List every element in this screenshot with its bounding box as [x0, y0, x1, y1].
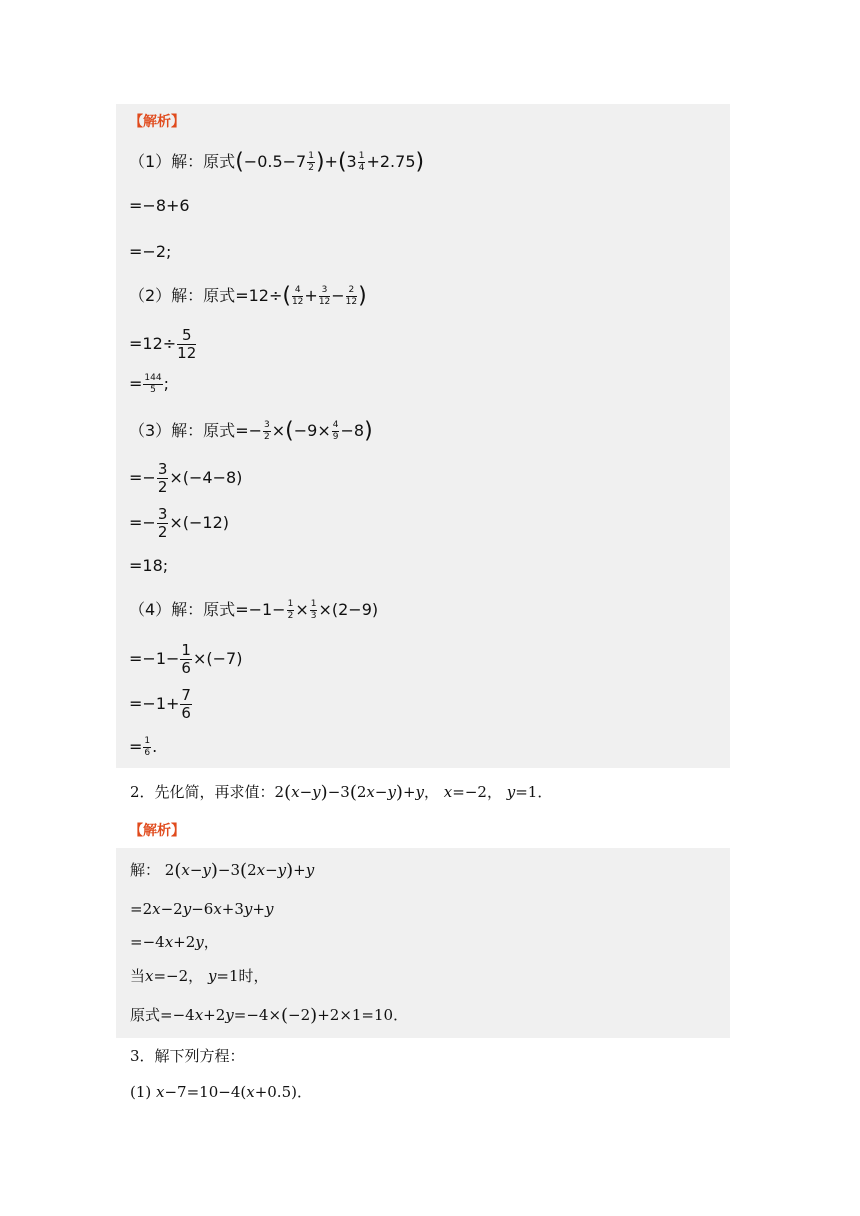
analysis-header-2: 【解析】 — [129, 823, 185, 839]
part1-expression: （1）解：原式(−0.5−7 $\frac{1}{2}$ )+(3 $\frac{1}{4}$ +2.75) — [129, 149, 425, 175]
part1-step2: =−2; — [129, 242, 172, 261]
part2-step1: =12÷ $\frac{5}{12}$ — [129, 326, 197, 362]
part4-step3: = $\frac{1}{6}$ . — [129, 736, 158, 758]
question-3: 3．解下列方程： — [130, 1047, 245, 1065]
question-2: 2．先化简，再求值：2(x−y)−3(2x−y)+y， x=−2， y=1． — [130, 782, 553, 803]
analysis-header: 【解析】 — [129, 114, 185, 130]
part3-step3: =18; — [129, 556, 169, 575]
part4-step1: =−1− $\frac{1}{6}$ ×(−7) — [129, 641, 243, 677]
part4-step2: =−1+ $\frac{7}{6}$ — [129, 686, 191, 722]
part3-step1: =− $\frac{3}{2}$ ×(−4−8) — [129, 460, 243, 496]
q2-solution-line5: 原式=−4x+2y=−4×(−2)+2×1=10． — [130, 1005, 409, 1026]
q2-solution-line4: 当x=−2， y=1时， — [130, 967, 269, 985]
part2-step2: = $\frac{144}{5}$ ; — [129, 373, 169, 395]
q2-solution-line3: =−4x+2y， — [130, 933, 219, 951]
question-3-item-1: (1) x−7=10−4(x+0.5)． — [130, 1083, 312, 1101]
q2-solution-line1: 解： 2(x−y)−3(2x−y)+y — [130, 860, 315, 881]
part3-step2: =− $\frac{3}{2}$ ×(−12) — [129, 505, 230, 541]
part1-step1: =−8+6 — [129, 196, 190, 215]
part4-expression: （4）解：原式=−1− $\frac{1}{2}$ × $\frac{1}{3}$ ×(2−9) — [129, 599, 379, 621]
q2-solution-line2: =2x−2y−6x+3y+y — [130, 900, 274, 918]
part3-expression: （3）解：原式=− $\frac{3}{2}$ ×(−9× $\frac{4}{9}$ −8) — [129, 418, 373, 444]
part2-expression: （2）解：原式=12÷( $\frac{4}{12}$ + $\frac{3}{12}$ − $\frac{2}{12}$ ) — [129, 283, 367, 309]
